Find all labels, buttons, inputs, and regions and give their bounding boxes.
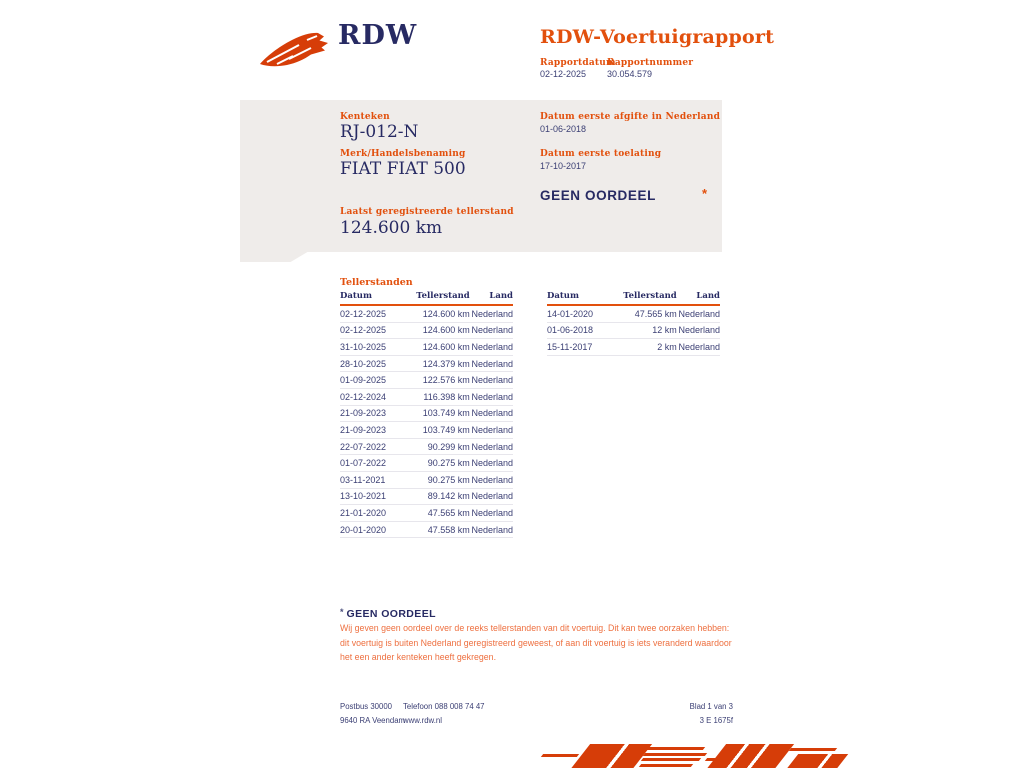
table-row: 01-06-2018 12 km Nederland [547,322,720,339]
col-header-tellerstand: Tellerstand [409,290,470,305]
table-row: 13-10-2021 89.142 km Nederland [340,488,513,505]
rdw-wing-icon [258,26,332,70]
table-row: 02-12-2024 116.398 km Nederland [340,388,513,405]
verdict-text: GEEN OORDEEL [540,188,656,203]
footer-phone: Telefoon 088 008 74 47 [403,702,485,711]
footnote-title: GEEN OORDEEL [346,608,436,620]
footer-contact [403,700,485,728]
col-header-datum: Datum [547,290,616,305]
footnote-text: Wij geven geen oordeel over de reeks tellerstanden van dit voertuig. Dit kan twee oorzaken hebben: dit voertuig is buiten Nederland geregistreerd geweest, of aan dit voertuig is iets veranderd waardoor het een ander kenteken heeft gekregen. [340,623,732,662]
kenteken-label: Kenteken [340,112,390,122]
laatste-tellerstand-value: 124.600 km [340,218,443,238]
verdict-asterisk: * [702,186,708,201]
report-date-label: Rapportdatum [540,58,616,68]
report-date-value: 02-12-2025 [540,69,587,79]
table-row: 21-01-2020 47.565 km Nederland [340,505,513,522]
table-row: 02-12-2025 124.600 km Nederland [340,305,513,322]
odometer-table-left [340,290,513,538]
report-number-value: 30.054.579 [607,69,653,79]
merk-value: FIAT FIAT 500 [340,159,466,179]
table-row: 22-07-2022 90.299 km Nederland [340,438,513,455]
table-row: 28-10-2025 124.379 km Nederland [340,355,513,372]
footnote-heading [340,604,436,622]
footer-page-number: Blad 1 van 3 [689,702,733,711]
table-row: 21-09-2023 103.749 km Nederland [340,422,513,439]
footer-address-line2: 9640 RA Veendam [340,716,406,725]
eerste-toelating-value: 17-10-2017 [540,161,587,171]
tellerstanden-section-title: Tellerstanden [340,277,413,288]
table-row: 02-12-2025 124.600 km Nederland [340,322,513,339]
table-row: 01-09-2025 122.576 km Nederland [340,372,513,389]
vehicle-summary-box [240,100,722,262]
col-header-land: Land [470,290,513,305]
table-row: 15-11-2017 2 km Nederland [547,339,720,356]
footnote-asterisk: * [340,607,344,617]
col-header-datum: Datum [340,290,409,305]
eerste-toelating-label: Datum eerste toelating [540,149,662,159]
footer-address-line1: Postbus 30000 [340,702,393,711]
table-row: 21-09-2023 103.749 km Nederland [340,405,513,422]
footer-website: www.rdw.nl [403,716,442,725]
col-header-land: Land [677,290,720,305]
table-row: 31-10-2025 124.600 km Nederland [340,339,513,356]
laatste-tellerstand-label: Laatst geregistreerde tellerstand [340,207,514,217]
col-header-tellerstand: Tellerstand [616,290,677,305]
document-title: RDW-Voertuigrapport [540,26,775,48]
eerste-afgifte-label: Datum eerste afgifte in Nederland [540,112,721,122]
table-row: 14-01-2020 47.565 km Nederland [547,305,720,322]
footer-form-code: 3 E 1675f [699,716,733,725]
kenteken-value: RJ-012-N [340,122,419,142]
rdw-wing-deco-graphic [540,744,802,768]
footer-address [340,700,405,728]
odometer-table-right [547,290,720,356]
footer-meta [600,700,733,728]
rdw-logo-text: RDW [338,20,418,51]
merk-label: Merk/Handelsbenaming [340,149,466,159]
table-row: 03-11-2021 90.275 km Nederland [340,471,513,488]
table-row: 20-01-2020 47.558 km Nederland [340,521,513,538]
table-row: 01-07-2022 90.275 km Nederland [340,455,513,472]
eerste-afgifte-value: 01-06-2018 [540,124,587,134]
report-number-label: Rapportnummer [607,58,694,68]
